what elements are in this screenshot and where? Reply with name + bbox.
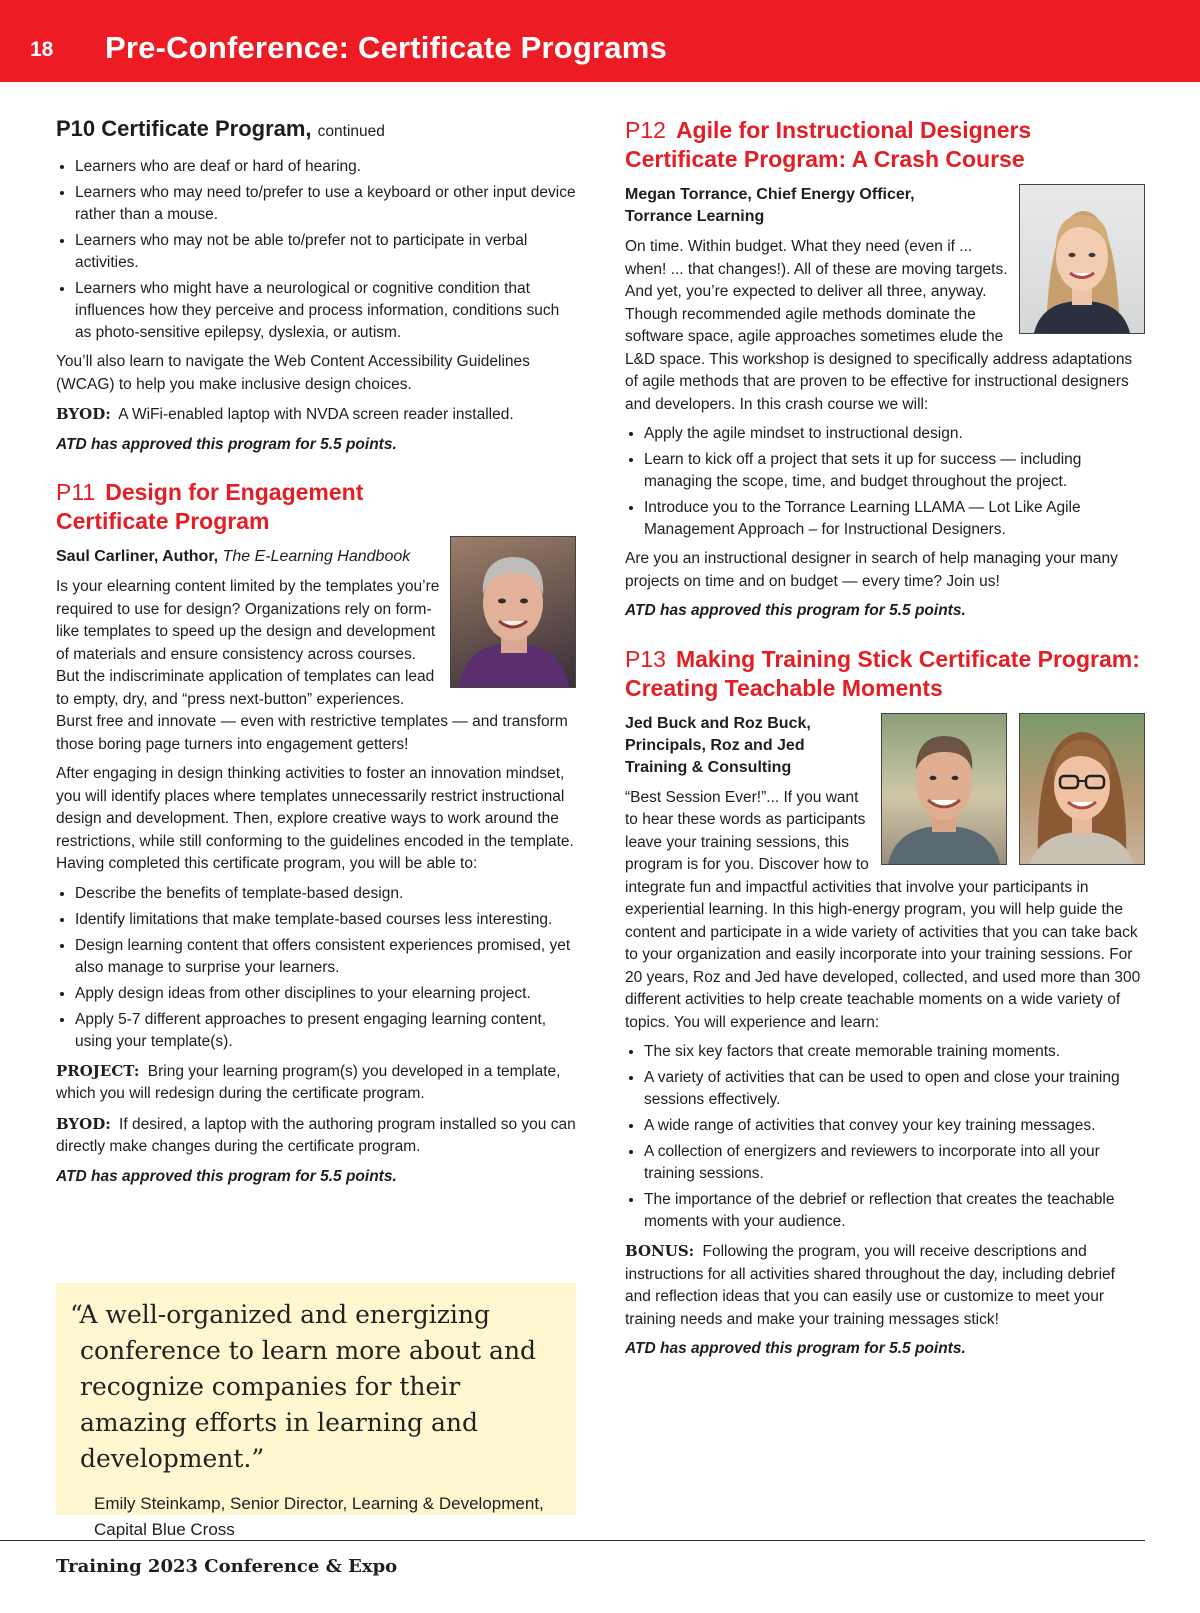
p12-title-line2: Certificate Program: A Crash Course xyxy=(625,146,1025,172)
p10-title xyxy=(56,116,576,142)
p13-speaker-photos xyxy=(881,713,1145,865)
p12-paragraph-2: Are you an instructional designer in search of help managing your many projects on time and on budget — every time? Join us! xyxy=(625,550,1118,590)
p12-title xyxy=(625,116,1145,174)
p13-approved: ATD has approved this program for 5.5 points. xyxy=(625,1340,966,1357)
p12-bullet-list xyxy=(625,423,1145,541)
saul-carliner-photo xyxy=(450,536,576,688)
page-header xyxy=(0,0,1200,82)
list-item: • Learn to kick off a project that sets it up for success — including managing the scope, time, and budget throughout the project. xyxy=(644,449,1145,493)
p11-bullet-list xyxy=(56,883,576,1053)
list-item: • Apply the agile mindset to instructional design. xyxy=(644,423,1145,445)
attribution-line-2: Capital Blue Cross xyxy=(94,1520,235,1539)
footer-title: Training 2023 Conference & Expo xyxy=(56,1556,398,1577)
p11-approved: ATD has approved this program for 5.5 points. xyxy=(56,1167,397,1185)
p11-paragraph-2: After engaging in design thinking activities to foster an innovation mindset, you will identify places where templates unnecessarily restrict instructional design and development. Then, explore creative ways to work around the restrictions, while still conforming to the guidelines encoded in the template. Having completed this certificate program, you will be able to: xyxy=(56,765,574,872)
byod-text: If desired, a laptop with the authoring program installed so you can directly make changes during the certificate program. xyxy=(56,1115,576,1155)
list-item: • Design learning content that offers consistent experiences promised, yet also manage to surprise your learners. xyxy=(75,935,576,979)
bonus-text: Following the program, you will receive descriptions and instructions for all activities shared throughout the day, including debrief and reflection ideas that you can easily use or customize to meet your training needs and make your training messages stick! xyxy=(625,1243,1115,1328)
p13-code: P13 xyxy=(625,645,666,672)
byod-label: BYOD: xyxy=(56,405,111,423)
p10-paragraph: You’ll also learn to navigate the Web Content Accessibility Guidelines (WCAG) to help you make inclusive design choices. xyxy=(56,353,530,393)
p10-byod xyxy=(56,403,576,427)
jed-buck-photo xyxy=(881,713,1007,865)
p11-title-line2: Certificate Program xyxy=(56,508,270,534)
p13-bullet-list xyxy=(625,1041,1145,1233)
p11-speaker-name: Saul Carliner, Author, xyxy=(56,548,219,565)
list-item: • The importance of the debrief or reflection that creates the teachable moments with your audience. xyxy=(644,1189,1145,1233)
p11-project xyxy=(56,1060,576,1106)
p10-title-suffix: continued xyxy=(317,123,385,140)
byod-label: BYOD: xyxy=(56,1114,111,1133)
p11-speaker-book: The E-Learning Handbook xyxy=(222,548,411,565)
list-item: • Identify limitations that make template-based courses less interesting. xyxy=(75,909,576,931)
portrait-illustration xyxy=(1020,714,1144,864)
list-item: • A collection of energizers and reviewers to incorporate into all your training sessions. xyxy=(644,1141,1145,1185)
list-item: • Learners who may need to/prefer to use a keyboard or other input device rather than a mouse. xyxy=(75,182,576,226)
testimonial-quote-box xyxy=(56,1283,576,1539)
p12-speaker-line2: Torrance Learning xyxy=(625,208,765,225)
attribution-line-1: Emily Steinkamp, Senior Director, Learning & Development, xyxy=(94,1494,544,1513)
portrait-illustration xyxy=(1020,185,1144,333)
p10-bullet-list xyxy=(56,156,576,344)
p11-title-line1: Design for Engagement xyxy=(105,479,364,505)
list-item: • A wide range of activities that convey your key training messages. xyxy=(644,1115,1145,1137)
p10-title-text: P10 Certificate Program, xyxy=(56,116,312,141)
p13-speaker-line1: Jed Buck and Roz Buck, xyxy=(625,714,811,732)
list-item: • Introduce you to the Torrance Learning LLAMA — Lot Like Agile Management Approach – for Instructional Designers. xyxy=(644,497,1145,541)
list-item: • Describe the benefits of template-based design. xyxy=(75,883,576,905)
list-item: • Learners who are deaf or hard of hearing. xyxy=(75,156,576,178)
p13-bonus xyxy=(625,1240,1145,1331)
left-column xyxy=(56,116,576,1210)
p11-byod xyxy=(56,1113,576,1159)
portrait-illustration xyxy=(451,537,575,687)
p13-title-line2: Creating Teachable Moments xyxy=(625,674,943,701)
list-item: • A variety of activities that can be used to open and close your training sessions effectively. xyxy=(644,1067,1145,1111)
testimonial-quote: “A well-organized and energizing conference to learn more about and recognize companies for their amazing efforts in learning and development.” xyxy=(70,1300,537,1473)
roz-buck-photo xyxy=(1019,713,1145,865)
p13-speaker-line2: Principals, Roz and Jed xyxy=(625,736,805,754)
p11-title xyxy=(56,478,576,536)
project-label: PROJECT: xyxy=(56,1061,140,1080)
p11-code: P11 xyxy=(56,479,96,505)
bonus-label: BONUS: xyxy=(625,1242,695,1260)
p12-title-line1: Agile for Instructional Designers xyxy=(675,117,1032,143)
p11-paragraph-1: Is your elearning content limited by the templates you’re required to use for design? Organizations rely on form-like templates to speed up the design and development of materials and ensure consistency across courses. But the indiscriminate application of templates can lead to empty, dry, and “press next-button” experiences. Burst free and innovate — even with restrictive templates — and transform those boring page turners into engagement getters! xyxy=(56,578,568,753)
footer-divider xyxy=(0,1540,1145,1541)
list-item: • Learners who might have a neurological or cognitive condition that influences how they perceive and process information, conditions such as photo-sensitive epilepsy, dyslexia, or autism. xyxy=(75,278,576,344)
page-title: Pre-Conference: Certificate Programs xyxy=(105,30,667,65)
project-text: Bring your learning program(s) you developed in a template, which you will redesign during the certificate program. xyxy=(56,1062,561,1102)
list-item: • The six key factors that create memorable training moments. xyxy=(644,1041,1145,1063)
p13-paragraph-1: “Best Session Ever!”... If you want to hear these words as participants leave your training sessions, this program is for you. Discover how to integrate fun and impactful activities that involve your participants in experiential learning. In this high-energy program, you will help guide the content and participate in a wide variety of activities that you can take back to your organization and easily incorporate into your training sessions. For 20 years, Roz and Jed have developed, collected, and used more than 300 different activities to help create teachable moments on a wide variety of topics. You will experience and learn: xyxy=(625,788,1141,1031)
p12-approved: ATD has approved this program for 5.5 points. xyxy=(625,602,966,619)
p10-approved: ATD has approved this program for 5.5 points. xyxy=(56,435,397,453)
list-item: • Apply design ideas from other disciplines to your elearning project. xyxy=(75,983,576,1005)
p13-title-line1: Making Training Stick Certificate Program: xyxy=(675,645,1140,672)
right-column xyxy=(625,116,1145,1383)
page-number: 18 xyxy=(30,38,54,61)
megan-torrance-photo xyxy=(1019,184,1145,334)
p12-speaker-line1: Megan Torrance, Chief Energy Officer, xyxy=(625,186,915,203)
p13-speaker-line3: Training & Consulting xyxy=(625,758,792,776)
portrait-illustration xyxy=(882,714,1006,864)
p12-code: P12 xyxy=(625,117,666,143)
list-item: • Learners who may not be able to/prefer not to participate in verbal activities. xyxy=(75,230,576,274)
byod-text: A WiFi-enabled laptop with NVDA screen reader installed. xyxy=(118,406,514,423)
testimonial-attribution xyxy=(70,1491,562,1543)
p13-title xyxy=(625,645,1145,703)
list-item: • Apply 5-7 different approaches to present engaging learning content, using your template(s). xyxy=(75,1009,576,1053)
p12-paragraph-1: On time. Within budget. What they need (even if ... when! ... that changes!). All of these are moving targets. And yet, you’re expected to deliver all three, anyway. Though recommended agile methods dominate the software space, agile approaches sometimes elude the L&D space. This workshop is designed to specifically address adaptations of agile methods that are proven to be effective for instructional designers and developers. In this crash course we will: xyxy=(625,238,1133,413)
